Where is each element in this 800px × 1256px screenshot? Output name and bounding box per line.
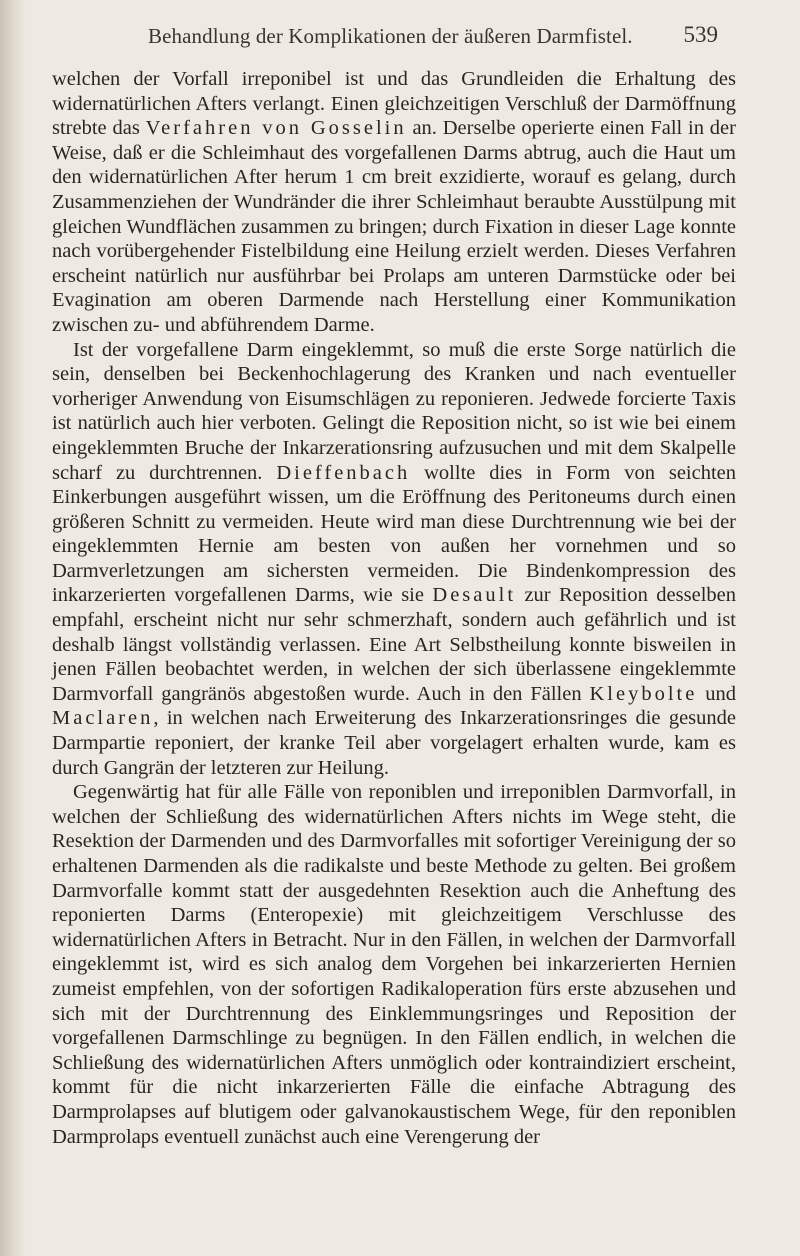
text-span: Gegenwärtig hat für alle Fälle von reponiblen und irreponiblen Darmvorfall, in welchen der Schließung des widernatürlichen Afters nichts im Wege steht, die Resektion der Darmenden und des Darmvorfalles mit sofortiger Vereinigung der so erhaltenen Darmenden als die radikalste und beste Methode zu gelten. Bei großem Darmvorfalle kommt statt der ausgedehnten Resektion auch die Anheftung des reponierten Darms (Enteropexie) mit gleichzeitigem Verschlusse des widernatürlichen Afters in Betracht. Nur in den Fällen, in welchen der Darmvorfall eingeklemmt ist, wird es sich analog dem Vorgehen bei inkarzerierten Hernien zumeist empfehlen, von der sofortigen Radikaloperation fürs erste abzusehen und sich mit der Durchtrennung des Einklemmungsringes und Reposition der vorgefallenen Darmschlinge zu begnügen. In den Fällen endlich, in welchen die Schließung des widernatürlichen Afters unmöglich oder kontraindiziert erscheint, kommt für die nicht inkarzerierten Fälle die einfache Abtragung des Darmprolapses auf blutigem oder galvanokaustischem Wege, für den reponiblen Darmprolaps eventuell zunächst auch eine Verengerung der [52,781,736,1148]
author-name-kleybolte: Kleybolte [589,682,698,705]
author-name-maclaren: Maclaren [52,707,154,730]
body-text [52,67,736,1149]
text-span: und [697,682,737,705]
text-span: welchen der Vorfall irreponibel ist und das Grundleiden die Erhaltung des widernatürlichen Afters verlangt. Einen gleichzeitigen Verschluß der Darmöffnung strebte das [52,68,736,140]
paragraph-3 [52,780,736,1149]
author-name-gosselin: Verfahren von Gosselin [145,117,407,140]
running-head [0,18,800,52]
author-name-dieffenbach: Dieffenbach [276,461,411,484]
text-span: wollte dies in Form von seichten Einkerbungen ausgeführt wissen, um die Eröffnung des Peritoneums durch einen größeren Schnitt zu vermeiden. Heute wird man diese Durchtrennung wie bei der eingeklemmten Hernie am besten von außen her vornehmen und so Darmverletzungen am sichersten vermeiden. Die Bindenkompression des inkarzerierten vorgefallenen Darms, wie sie [52,461,737,607]
text-span: , in welchen nach Erweiterung des Inkarzerationsringes die gesunde Darmpartie reponiert, der kranke Teil aber vorgelagert erhalten wurde, kam es durch Gangrän der letzteren zur Heilung. [52,707,736,779]
text-span: an. Derselbe operierte einen Fall in der Weise, daß er die Schleimhaut des vorgefallenen Darms abtrug, auch die Haut um den widernatürlichen After herum 1 cm breit exzidierte, worauf es gelang, durch Zusammenziehen der Wundränder die ihrer Schleimhaut beraubte Ausstülpung mit gleichen Wundflächen zusammen zu bringen; durch Fixation in dieser Lage konnte nach vorübergehender Fistelbildung eine Heilung erzielt werden. Dieses Verfahren erscheint natürlich nur ausführbar bei Prolaps am unteren Darmstücke oder bei Evagination am oberen Darmende nach Herstellung einer Kommunikation zwischen zu- und abführendem Darme. [52,117,736,336]
paragraph-2 [52,338,736,781]
text-span: zur Reposition desselben empfahl, erscheint nicht nur sehr schmerzhaft, sondern auch gefährlich und ist deshalb längst vollständig verlassen. Eine Art Selbstheilung konnte bisweilen in jenen Fällen beobachtet werden, in welchen der sich überlassene eingeklemmte Darmvorfall gangränös abgestoßen wurde. Auch in den Fällen [52,584,736,705]
text-span: Ist der vorgefallene Darm eingeklemmt, so muß die erste Sorge natürlich die sein, denselben bei Beckenhochlagerung des Kranken und nach eventueller vorheriger Anwendung von Eisumschlägen zu reponieren. Jedwede forcierte Taxis ist natürlich auch hier verboten. Gelingt die Reposition nicht, so ist wie bei einem eingeklemmten Bruche der Inkarzerationsring aufzusuchen und mit dem Skalpelle scharf zu durchtrennen. [52,338,736,484]
page-number: 539 [683,22,718,47]
running-title: Behandlung der Komplikationen der äußeren Darmfistel. [148,24,633,48]
paragraph-1 [52,67,736,338]
author-name-desault: Desault [432,584,517,607]
